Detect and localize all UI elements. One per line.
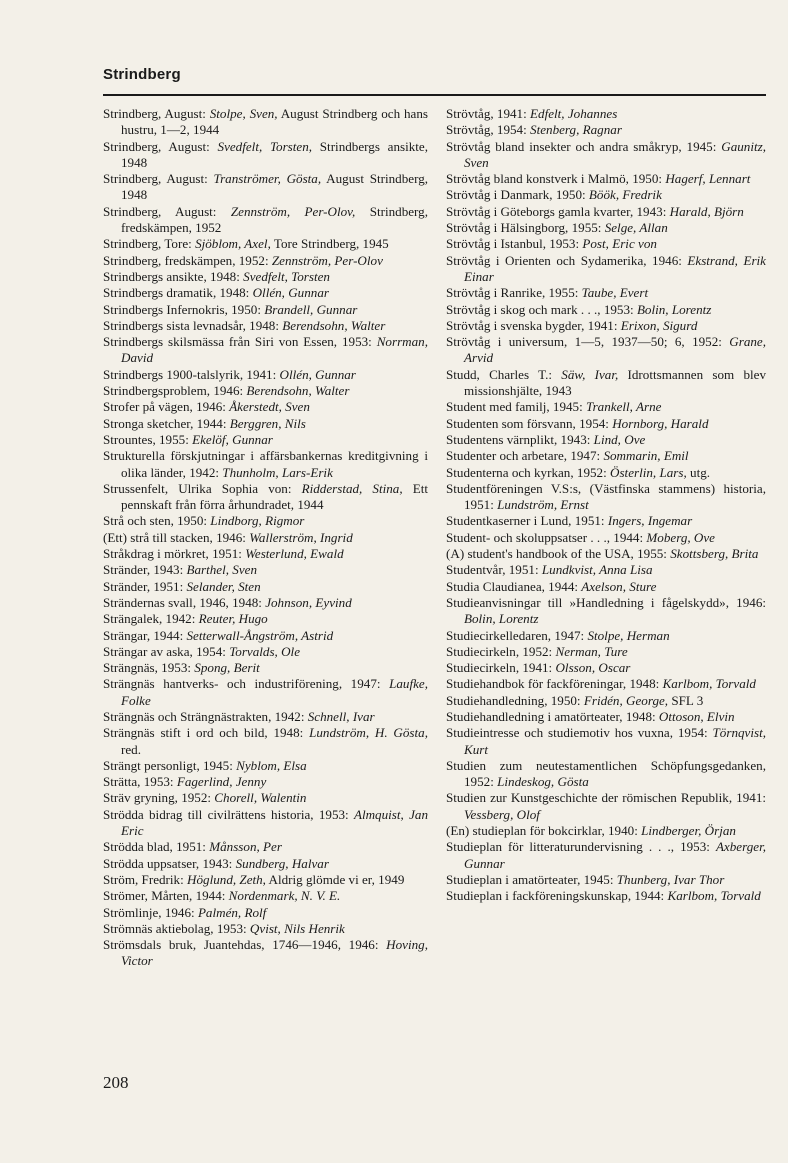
index-entry xyxy=(446,465,766,481)
entry-author: Berggren, Nils xyxy=(229,415,306,431)
entry-title: Strindberg, Tore: xyxy=(103,236,196,252)
entry-author: Brandell, Gunnar xyxy=(264,301,358,317)
entry-title: Strindbergs ansikte, 1948: xyxy=(103,268,244,284)
entry-title: Studentkaserner i Lund, 1951: xyxy=(446,513,608,529)
index-entry xyxy=(103,839,428,855)
entry-author: Axberger, Gunnar xyxy=(464,839,766,871)
index-entry xyxy=(103,676,428,709)
entry-title: Strängt personligt, 1945: xyxy=(103,757,237,773)
index-entry xyxy=(446,481,766,514)
entry-title: Student med familj, 1945: xyxy=(446,399,587,415)
index-entry xyxy=(446,725,766,758)
entry-title: Studien zur Kunstgeschichte der römischen Republik, 1941: xyxy=(446,790,766,806)
index-entry xyxy=(446,253,766,286)
entry-title: Studentvår, 1951: xyxy=(446,562,542,578)
index-entry xyxy=(446,236,766,252)
entry-title: Stråkdrag i mörkret, 1951: xyxy=(103,546,246,562)
entry-title: Strövtåg i universum, 1—5, 1937—50; 6, 1952: xyxy=(446,334,730,350)
entry-title: Strindberg, August: xyxy=(103,203,231,219)
entry-author: Lindberger, Örjan xyxy=(641,823,736,839)
index-entry xyxy=(446,758,766,791)
entry-author: Vessberg, Olof xyxy=(464,806,540,822)
index-entry xyxy=(446,106,766,122)
entry-title: (En) studieplan för bokcirklar, 1940: xyxy=(446,823,642,839)
index-entry xyxy=(446,790,766,823)
index-entry xyxy=(446,187,766,203)
entry-author: Palmén, Rolf xyxy=(197,904,267,920)
entry-author: Skottsberg, Brita xyxy=(670,546,759,562)
entry-title: Strängnäs, 1953: xyxy=(103,660,195,676)
entry-suffix: Strindberg, fredskämpen, 1952 xyxy=(121,203,429,236)
entry-suffix: Idrottsmannen som blev missionshjälte, 1943 xyxy=(464,366,767,399)
entry-author: Olsson, Oscar xyxy=(555,660,631,676)
right-column xyxy=(446,106,766,905)
entry-suffix: Tore Strindberg, 1945 xyxy=(270,236,389,252)
entry-author: Karlbom, Torvald xyxy=(662,676,756,692)
index-entry xyxy=(103,856,428,872)
entry-suffix: Ett pennskaft från förra århundradet, 1944 xyxy=(121,480,428,513)
index-entry xyxy=(103,937,428,970)
entry-author: Böök, Fredrik xyxy=(588,187,662,203)
index-entry xyxy=(446,302,766,318)
index-entry xyxy=(103,611,428,627)
entry-title: Strövtåg i Orienten och Sydamerika, 1946: xyxy=(446,252,688,268)
index-entry xyxy=(103,448,428,481)
entry-title: Strömnäs aktiebolag, 1953: xyxy=(103,920,250,936)
entry-title: Strindberg, August: xyxy=(103,138,218,154)
index-entry xyxy=(103,481,428,514)
index-entry xyxy=(103,253,428,269)
entry-author: Höglund, Zeth, xyxy=(187,871,266,887)
index-entry xyxy=(103,644,428,660)
entry-title: Studentföreningen V.S:s, (Västfinska stammens) historia, 1951: xyxy=(446,480,766,513)
entry-title: Strövtåg bland insekter och andra småkryp, 1945: xyxy=(446,138,722,154)
entry-suffix: Strindbergs ansikte, 1948 xyxy=(121,138,428,170)
entry-author: Månsson, Per xyxy=(209,839,282,855)
entry-title: Studenterna och kyrkan, 1952: xyxy=(446,464,610,480)
entry-title: Strofer på vägen, 1946: xyxy=(103,399,230,415)
entry-author: Lundström, H. Gösta, xyxy=(309,725,428,741)
index-entry xyxy=(446,513,766,529)
entry-title: Strussenfelt, Ulrika Sophia von: xyxy=(103,480,302,496)
entry-author: Hagerf, Lennart xyxy=(665,171,751,187)
entry-title: Ström, Fredrik: xyxy=(103,871,188,887)
index-entry xyxy=(446,628,766,644)
entry-title: Strövtåg i Göteborgs gamla kvarter, 1943: xyxy=(446,203,670,219)
entry-author: Åkerstedt, Sven xyxy=(229,399,310,415)
entry-title: Strindbergs skilsmässa från Siri von Essen, 1953: xyxy=(103,334,377,350)
header-rule xyxy=(103,94,766,96)
entry-title: Strindberg, fredskämpen, 1952: xyxy=(103,252,272,268)
entry-author: Ridderstad, Stina, xyxy=(301,480,403,496)
entry-title: Studenten som försvann, 1954: xyxy=(446,415,613,431)
entry-author: Lundström, Ernst xyxy=(497,497,589,513)
index-entry xyxy=(103,790,428,806)
entry-title: Studieintresse och studiemotiv hos vuxna, 1954: xyxy=(446,725,713,741)
entry-title: Strövtåg i Hälsingborg, 1955: xyxy=(446,220,605,236)
index-entry xyxy=(103,334,428,367)
index-entry xyxy=(103,399,428,415)
entry-title: Strängar av aska, 1954: xyxy=(103,643,230,659)
index-entry xyxy=(446,709,766,725)
page-header-title: Strindberg xyxy=(103,66,181,83)
entry-author: Almquist, Jan Eric xyxy=(121,806,428,839)
entry-author: Westerlund, Ewald xyxy=(245,546,344,562)
index-entry xyxy=(446,448,766,464)
left-column xyxy=(103,106,428,970)
index-entry xyxy=(103,318,428,334)
entry-author: Sommarin, Emil xyxy=(603,448,689,464)
page-number: 208 xyxy=(103,1073,129,1092)
entry-author: Svedfelt, Torsten xyxy=(243,268,330,284)
index-entry xyxy=(103,595,428,611)
index-entry xyxy=(446,285,766,301)
entry-author: Post, Eric von xyxy=(582,236,657,252)
index-entry xyxy=(446,888,766,904)
index-entry xyxy=(103,774,428,790)
entry-author: Edfelt, Johannes xyxy=(530,106,618,121)
entry-author: Spong, Berit xyxy=(194,660,260,676)
entry-title: Strindbergs 1900-talslyrik, 1941: xyxy=(103,366,280,382)
entry-title: Strödda uppsatser, 1943: xyxy=(103,855,236,871)
entry-author: Bolin, Lorentz xyxy=(636,301,712,317)
entry-author: Sjöblom, Axel, xyxy=(195,236,271,252)
entry-title: Studiehandledning i amatörteater, 1948: xyxy=(446,708,659,724)
entry-author: Törnqvist, Kurt xyxy=(464,725,766,757)
entry-title: Strövtåg i svenska bygder, 1941: xyxy=(446,317,621,333)
index-entry xyxy=(103,921,428,937)
index-entry xyxy=(446,367,766,400)
index-entry xyxy=(103,660,428,676)
index-entry xyxy=(446,823,766,839)
entry-suffix: Aldrig glömde vi er, 1949 xyxy=(265,871,405,887)
entry-title: Strövtåg i Istanbul, 1953: xyxy=(446,236,583,252)
index-entry xyxy=(446,122,766,138)
entry-author: Qvist, Nils Henrik xyxy=(249,920,345,936)
entry-author: Laufke, Folke xyxy=(121,676,428,708)
entry-title: Strå och sten, 1950: xyxy=(103,513,211,529)
index-entry xyxy=(103,432,428,448)
entry-suffix: August Strindberg och hans hustru, 1—2, 1944 xyxy=(121,106,429,138)
index-entry xyxy=(103,905,428,921)
entry-title: Studieplan i fackföreningskunskap, 1944: xyxy=(446,888,668,904)
index-entry xyxy=(446,595,766,628)
entry-author: Svedfelt, Torsten, xyxy=(217,138,313,154)
entry-title: (A) student's handbook of the USA, 1955: xyxy=(446,546,671,562)
entry-suffix: August Strindberg, 1948 xyxy=(121,171,429,203)
index-entry xyxy=(103,302,428,318)
entry-title: Strindbergsproblem, 1946: xyxy=(103,383,247,399)
entry-title: Strountes, 1955: xyxy=(103,431,193,447)
entry-title: Strödda blad, 1951: xyxy=(103,839,210,855)
index-entry xyxy=(103,872,428,888)
entry-author: Stolpe, Herman xyxy=(587,627,670,643)
entry-author: Ekelöf, Gunnar xyxy=(192,431,273,447)
index-entry xyxy=(446,693,766,709)
entry-author: Zennström, Per-Olov xyxy=(271,252,383,268)
index-entry xyxy=(446,676,766,692)
entry-author: Moberg, Ove xyxy=(646,529,715,545)
index-entry xyxy=(103,709,428,725)
entry-title: Strödda bidrag till civilrättens historia, 1953: xyxy=(103,806,354,822)
entry-author: Erixon, Sigurd xyxy=(620,317,698,333)
index-entry xyxy=(446,546,766,562)
entry-author: Hornborg, Harald xyxy=(612,415,709,431)
entry-author: Fagerlind, Jenny xyxy=(176,774,267,790)
entry-author: Fridén, George, xyxy=(583,692,669,708)
index-entry xyxy=(103,758,428,774)
entry-title: Strövtåg bland konstverk i Malmö, 1950: xyxy=(446,171,666,187)
index-entry xyxy=(103,725,428,758)
entry-title: Strändernas svall, 1946, 1948: xyxy=(103,594,266,610)
entry-title: Student- och skoluppsatser . . ., 1944: xyxy=(446,529,647,545)
index-entry xyxy=(103,367,428,383)
entry-title: Studieplan i amatörteater, 1945: xyxy=(446,871,617,887)
index-entry xyxy=(446,204,766,220)
entry-title: Sträv gryning, 1952: xyxy=(103,790,215,806)
entry-author: Ollén, Gunnar xyxy=(279,366,356,382)
entry-author: Selander, Sten xyxy=(186,578,261,594)
index-entry xyxy=(103,236,428,252)
entry-author: Stolpe, Sven, xyxy=(209,106,278,121)
entry-author: Lindborg, Rigmor xyxy=(210,513,305,529)
entry-author: Nerman, Ture xyxy=(555,643,628,659)
entry-title: Strängalek, 1942: xyxy=(103,611,199,627)
entry-suffix: red. xyxy=(121,741,141,757)
entry-author: Berendsohn, Walter xyxy=(282,317,386,333)
entry-title: Stränder, 1943: xyxy=(103,562,187,578)
entry-author: Wallerström, Ingrid xyxy=(249,529,353,545)
index-entry xyxy=(103,106,428,139)
entry-author: Thunberg, Ivar Thor xyxy=(616,871,725,887)
index-entry xyxy=(103,579,428,595)
entry-title: Strömer, Mårten, 1944: xyxy=(103,888,229,904)
entry-author: Ekstrand, Erik Einar xyxy=(464,252,766,284)
entry-title: Studien zum neutestamentlichen Schöpfungsgedanken, 1952: xyxy=(446,757,766,790)
entry-author: Zennström, Per-Olov, xyxy=(230,203,356,219)
entry-title: Strängnäs hantverks- och industriförening, 1947: xyxy=(103,676,390,692)
entry-author: Nordenmark, N. V. E. xyxy=(228,888,341,904)
entry-title: Strätta, 1953: xyxy=(103,774,177,790)
index-entry xyxy=(103,546,428,562)
entry-author: Selge, Allan xyxy=(604,220,668,236)
entry-author: Ollén, Gunnar xyxy=(252,285,329,301)
index-entry xyxy=(103,285,428,301)
entry-title: Studiehandbok för fackföreningar, 1948: xyxy=(446,676,663,692)
index-entry xyxy=(446,579,766,595)
entry-author: Nyblom, Elsa xyxy=(236,757,307,773)
entry-title: Stronga sketcher, 1944: xyxy=(103,415,230,431)
entry-author: Axelson, Sture xyxy=(581,578,657,594)
entry-title: Strövtåg, 1954: xyxy=(446,122,531,138)
index-entry xyxy=(103,628,428,644)
entry-title: Studenter och arbetare, 1947: xyxy=(446,448,604,464)
entry-author: Reuter, Hugo xyxy=(198,611,268,627)
entry-author: Bolin, Lorentz xyxy=(464,611,539,627)
entry-author: Harald, Björn xyxy=(669,203,744,219)
index-entry xyxy=(103,269,428,285)
entry-author: Lundkvist, Anna Lisa xyxy=(541,562,653,578)
entry-author: Torvalds, Ole xyxy=(229,643,301,659)
entry-author: Säw, Ivar, xyxy=(561,366,619,382)
index-entry xyxy=(446,432,766,448)
entry-author: Chorell, Walentin xyxy=(214,790,307,806)
entry-author: Ingers, Ingemar xyxy=(607,513,693,529)
index-entry xyxy=(103,888,428,904)
index-entry xyxy=(103,171,428,204)
entry-title: (Ett) strå till stacken, 1946: xyxy=(103,529,250,545)
entry-title: Strindbergs dramatik, 1948: xyxy=(103,285,253,301)
entry-title: Strindbergs sista levnadsår, 1948: xyxy=(103,317,283,333)
entry-title: Stränder, 1951: xyxy=(103,578,187,594)
index-entry xyxy=(446,530,766,546)
index-entry xyxy=(446,399,766,415)
entry-author: Thunholm, Lars-Erik xyxy=(222,464,333,480)
entry-author: Berendsohn, Walter xyxy=(246,383,350,399)
entry-author: Schnell, Ivar xyxy=(307,708,375,724)
index-entry xyxy=(446,171,766,187)
entry-author: Grane, Arvid xyxy=(464,334,766,366)
index-entry xyxy=(446,220,766,236)
entry-title: Strömlinje, 1946: xyxy=(103,904,198,920)
entry-author: Ottoson, Elvin xyxy=(658,708,735,724)
entry-author: Stenberg, Ragnar xyxy=(530,122,622,138)
entry-title: Studieplan för litteraturundervisning . . ., 1953: xyxy=(446,839,716,855)
index-entry xyxy=(103,383,428,399)
index-entry xyxy=(446,139,766,172)
entry-title: Strövtåg i skog och mark . . ., 1953: xyxy=(446,301,637,317)
entry-author: Sundberg, Halvar xyxy=(235,855,329,871)
entry-title: Strövtåg i Ranrike, 1955: xyxy=(446,285,582,301)
entry-author: Hoving, Victor xyxy=(121,937,428,969)
entry-author: Setterwall-Ångström, Astrid xyxy=(186,627,334,643)
entry-title: Strövtåg i Danmark, 1950: xyxy=(446,187,589,203)
entry-author: Norrman, David xyxy=(121,334,428,366)
entry-title: Strindberg, August: xyxy=(103,106,210,121)
index-entry xyxy=(446,334,766,367)
entry-author: Barthel, Sven xyxy=(186,562,258,578)
entry-title: Strövtåg, 1941: xyxy=(446,106,531,121)
entry-author: Tranströmer, Gösta, xyxy=(213,171,322,187)
entry-author: Österlin, Lars, xyxy=(610,464,687,480)
entry-title: Strängnäs stift i ord och bild, 1948: xyxy=(103,725,310,741)
index-entry xyxy=(103,807,428,840)
index-entry xyxy=(446,562,766,578)
index-entry xyxy=(446,660,766,676)
index-entry xyxy=(103,513,428,529)
entry-author: Trankell, Arne xyxy=(586,399,662,415)
entry-title: Studieanvisningar till »Handledning i fågelskydd», 1946: xyxy=(446,594,766,610)
entry-title: Studiecirkeln, 1941: xyxy=(446,660,556,676)
entry-title: Studiehandledning, 1950: xyxy=(446,692,584,708)
entry-author: Lindeskog, Gösta xyxy=(497,774,589,790)
index-entry xyxy=(446,416,766,432)
entry-author: Karlbom, Torvald xyxy=(667,888,761,904)
entry-suffix: SFL 3 xyxy=(668,692,704,708)
entry-title: Strindbergs Infernokris, 1950: xyxy=(103,301,265,317)
entry-author: Gaunitz, Sven xyxy=(464,138,766,170)
entry-title: Studentens värnplikt, 1943: xyxy=(446,431,594,447)
entry-author: Johnson, Eyvind xyxy=(265,594,352,610)
entry-title: Studiecirkeln, 1952: xyxy=(446,643,556,659)
entry-title: Strindberg, August: xyxy=(103,171,214,187)
entry-title: Strängar, 1944: xyxy=(103,627,187,643)
index-entry xyxy=(446,644,766,660)
index-entry xyxy=(103,204,428,237)
index-entry xyxy=(103,139,428,172)
entry-title: Strängnäs och Strängnästrakten, 1942: xyxy=(103,708,308,724)
entry-title: Studiecirkelledaren, 1947: xyxy=(446,627,588,643)
index-entry xyxy=(103,562,428,578)
entry-title: Strukturella förskjutningar i affärsbankernas kreditgivning i olika länder, 1942: xyxy=(103,448,428,480)
entry-author: Lind, Ove xyxy=(593,431,646,447)
index-entry xyxy=(446,872,766,888)
entry-author: Taube, Evert xyxy=(581,285,649,301)
entry-title: Studd, Charles T.: xyxy=(446,366,562,382)
index-entry xyxy=(103,416,428,432)
entry-title: Studia Claudianea, 1944: xyxy=(446,578,582,594)
entry-title: Strömsdals bruk, Juantehdas, 1746—1946, 1946: xyxy=(103,937,387,953)
index-entry xyxy=(446,318,766,334)
entry-suffix: utg. xyxy=(686,464,711,480)
index-entry xyxy=(446,839,766,872)
index-entry xyxy=(103,530,428,546)
